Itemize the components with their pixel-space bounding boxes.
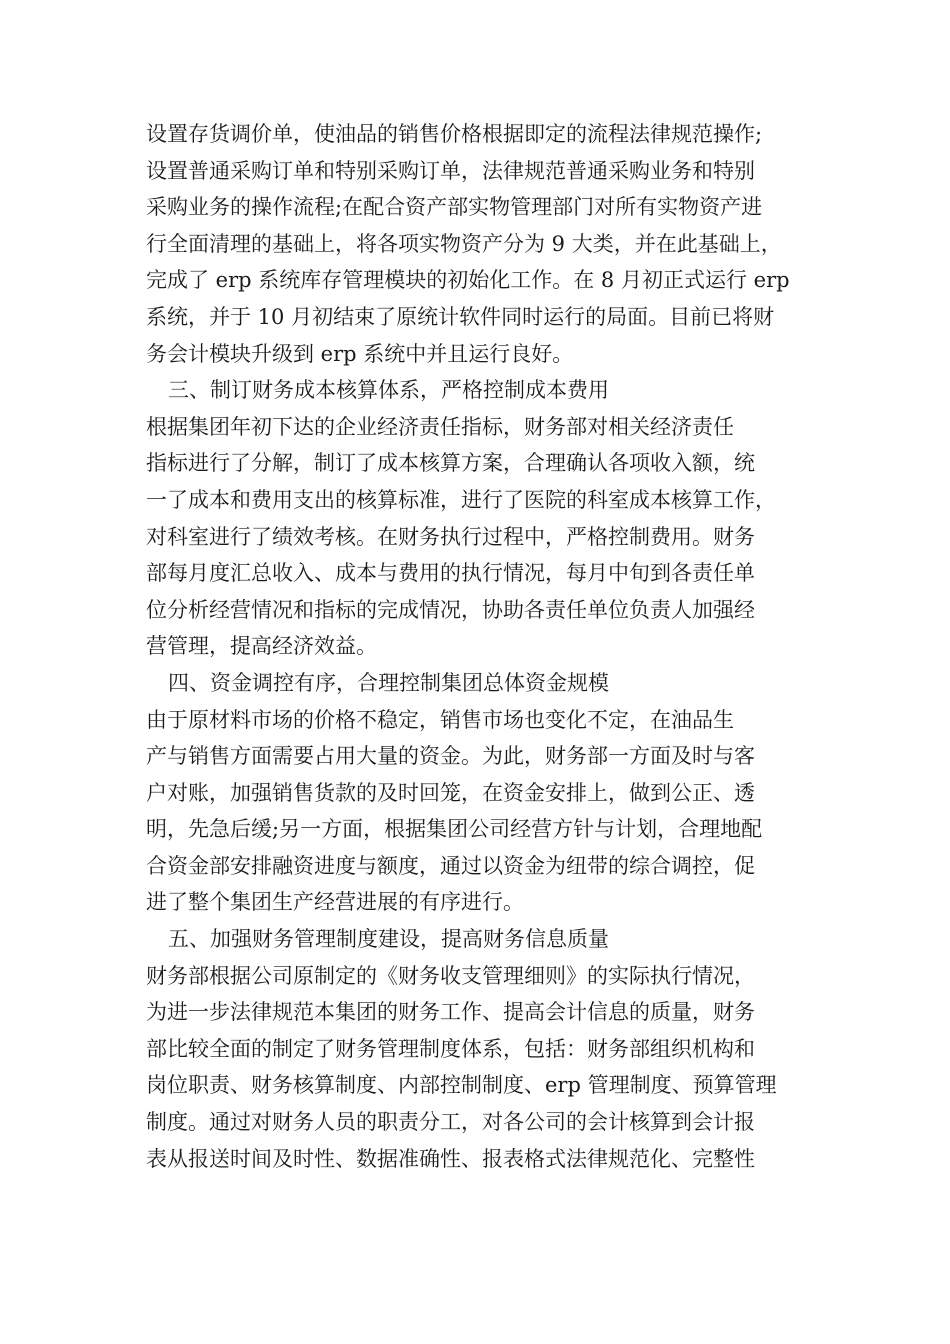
body-line: 进了整个集团生产经营进展的有序进行。 xyxy=(146,890,524,915)
body-line: 采购业务的操作流程;在配合资产部实物管理部门对所有实物资产进 xyxy=(146,195,763,220)
section-heading: 三、制订财务成本核算体系，严格控制成本费用 xyxy=(168,378,609,403)
section-heading: 五、加强财务管理制度建设，提高财务信息质量 xyxy=(168,927,609,952)
body-line: 户对账，加强销售货款的及时回笼，在资金安排上，做到公正、透 xyxy=(146,780,755,805)
document-body xyxy=(146,116,810,1177)
body-line: 位分析经营情况和指标的完成情况，协助各责任单位负责人加强经 xyxy=(146,597,755,622)
body-line: 岗位职责、财务核算制度、内部控制制度、erp 管理制度、预算管理 xyxy=(146,1073,777,1098)
body-line: 营管理，提高经济效益。 xyxy=(146,634,377,659)
body-line: 根据集团年初下达的企业经济责任指标，财务部对相关经济责任 xyxy=(146,414,734,439)
body-line: 制度。通过对财务人员的职责分工，对各公司的会计核算到会计报 xyxy=(146,1110,755,1135)
body-line: 为进一步法律规范本集团的财务工作、提高会计信息的质量，财务 xyxy=(146,1000,755,1025)
body-line: 一了成本和费用支出的核算标准，进行了医院的科室成本核算工作， xyxy=(146,487,776,512)
body-line: 财务部根据公司原制定的《财务收支管理细则》的实际执行情况， xyxy=(146,963,755,988)
body-line: 表从报送时间及时性、数据准确性、报表格式法律规范化、完整性 xyxy=(146,1146,755,1171)
body-line: 行全面清理的基础上，将各项实物资产分为 9 大类，并在此基础上， xyxy=(146,231,782,256)
body-line: 对科室进行了绩效考核。在财务执行过程中，严格控制费用。财务 xyxy=(146,524,755,549)
body-line: 指标进行了分解，制订了成本核算方案，合理确认各项收入额，统 xyxy=(146,451,755,476)
body-line: 产与销售方面需要占用大量的资金。为此，财务部一方面及时与客 xyxy=(146,744,755,769)
body-line: 设置普通采购订单和特别采购订单，法律规范普通采购业务和特别 xyxy=(146,158,755,183)
body-line: 部每月度汇总收入、成本与费用的执行情况，每月中旬到各责任单 xyxy=(146,561,755,586)
body-line: 务会计模块升级到 erp 系统中并且运行良好。 xyxy=(146,341,574,366)
body-line: 部比较全面的制定了财务管理制度体系，包括：财务部组织机构和 xyxy=(146,1036,755,1061)
body-line: 完成了 erp 系统库存管理模块的初始化工作。在 8 月初正式运行 erp xyxy=(146,268,790,293)
body-line: 系统，并于 10 月初结束了原统计软件同时运行的局面。目前已将财 xyxy=(146,304,775,329)
section-heading: 四、资金调控有序，合理控制集团总体资金规模 xyxy=(168,670,609,695)
body-line: 明，先急后缓;另一方面，根据集团公司经营方针与计划，合理地配 xyxy=(146,817,763,842)
body-line: 设置存货调价单，使油品的销售价格根据即定的流程法律规范操作; xyxy=(146,122,763,146)
body-line: 合资金部安排融资进度与额度，通过以资金为纽带的综合调控，促 xyxy=(146,853,755,878)
body-line: 由于原材料市场的价格不稳定，销售市场也变化不定，在油品生 xyxy=(146,707,734,732)
